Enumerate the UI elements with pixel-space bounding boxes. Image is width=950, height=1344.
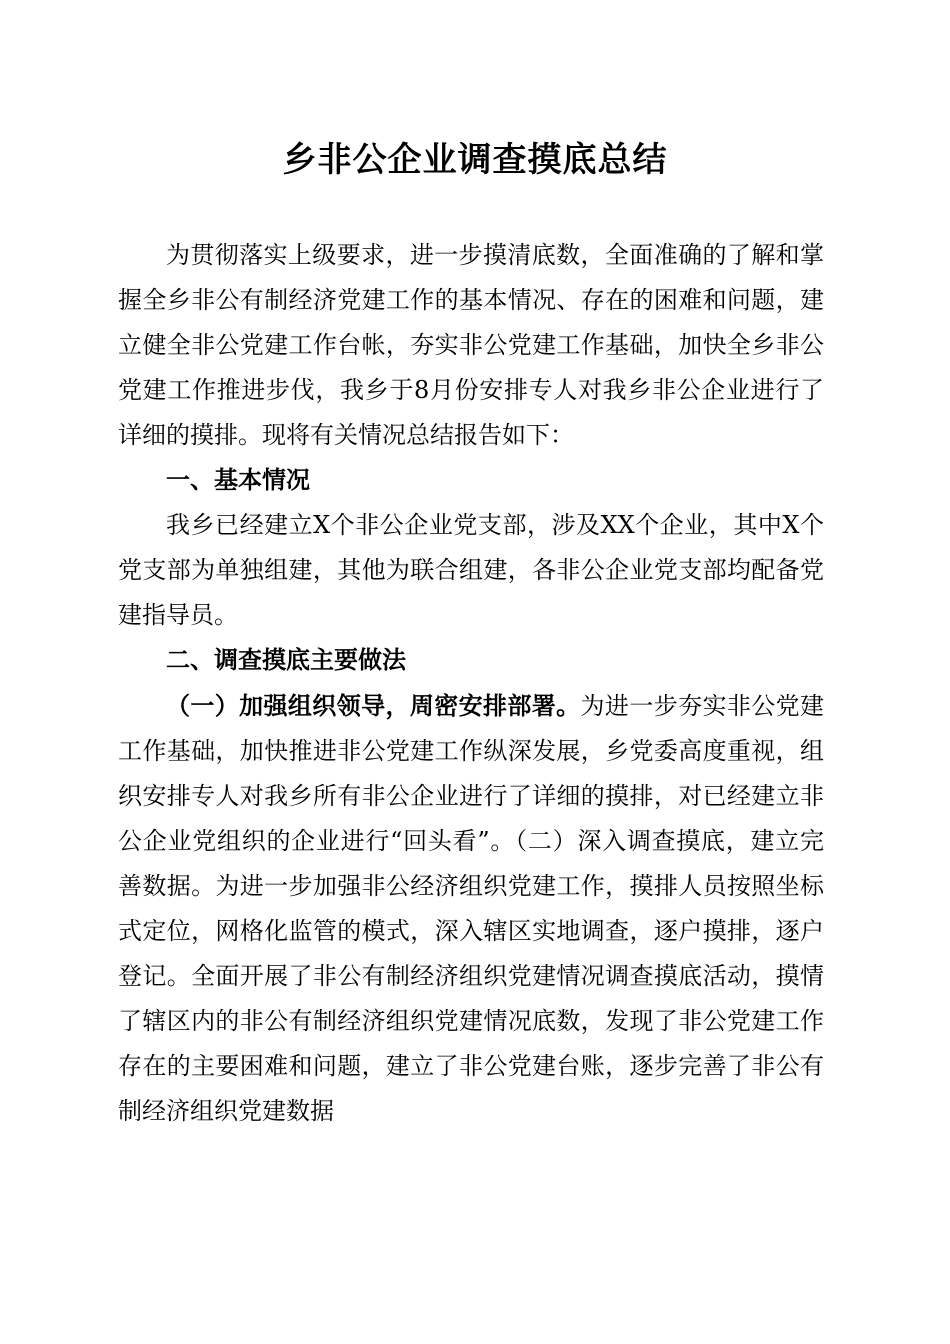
- subsection-title-organization: （一）加强组织领导，周密安排部署。: [166, 691, 581, 720]
- subsection-text-organization: 为进一步夯实非公党建工作基础，加快推进非公党建工作纵深发展，乡党委高度重视，组织安排专人对我乡所有非公企业进行了详细的摸排，对已经建立非公企业党组织的企业进行“回头看”。: [118, 692, 825, 855]
- document-title: 乡非公企业调查摸底总结: [282, 140, 668, 180]
- basic-situation-paragraph: 我乡已经建立X个非公企业党支部，涉及XX个企业，其中X个党支部为单独组建，其他为联合组建，各非公企业党支部均配备党建指导员。: [118, 511, 824, 629]
- subsection-text-investigation: 为进一步加强非公经济组织党建工作，摸排人员按照坐标式定位，网格化监管的模式，深入辖区实地调查，逐户摸排，逐户登记。全面开展了非公有制经济组织党建情况调查摸底活动，摸情了辖区内的非公有制经济组织党建情况底数，发现了非公党建工作存在的主要困难和问题，建立了非公党建台账，逐步完善了非公有制经济组织党建数据: [118, 872, 825, 1125]
- subsection-title-investigation: （二）深入调查摸底，建立完善数据。: [118, 827, 825, 900]
- document-body: [118, 233, 824, 1134]
- intro-paragraph: 为贯彻落实上级要求，进一步摸清底数，全面准确的了解和掌握全乡非公有制经济党建工作的基本情况、存在的困难和问题，建立健全非公党建工作台帐，夯实非公党建工作基础，加快全乡非公党建工作推进步伐，我乡于8月份安排专人对我乡非公企业进行了详细的摸排。现将有关情况总结报告如下：: [118, 241, 824, 449]
- section-heading-basic-situation: 一、基本情况: [166, 466, 310, 494]
- section-heading-main-methods: 二、调查摸底主要做法: [166, 646, 406, 674]
- main-methods-paragraph: [118, 683, 824, 1134]
